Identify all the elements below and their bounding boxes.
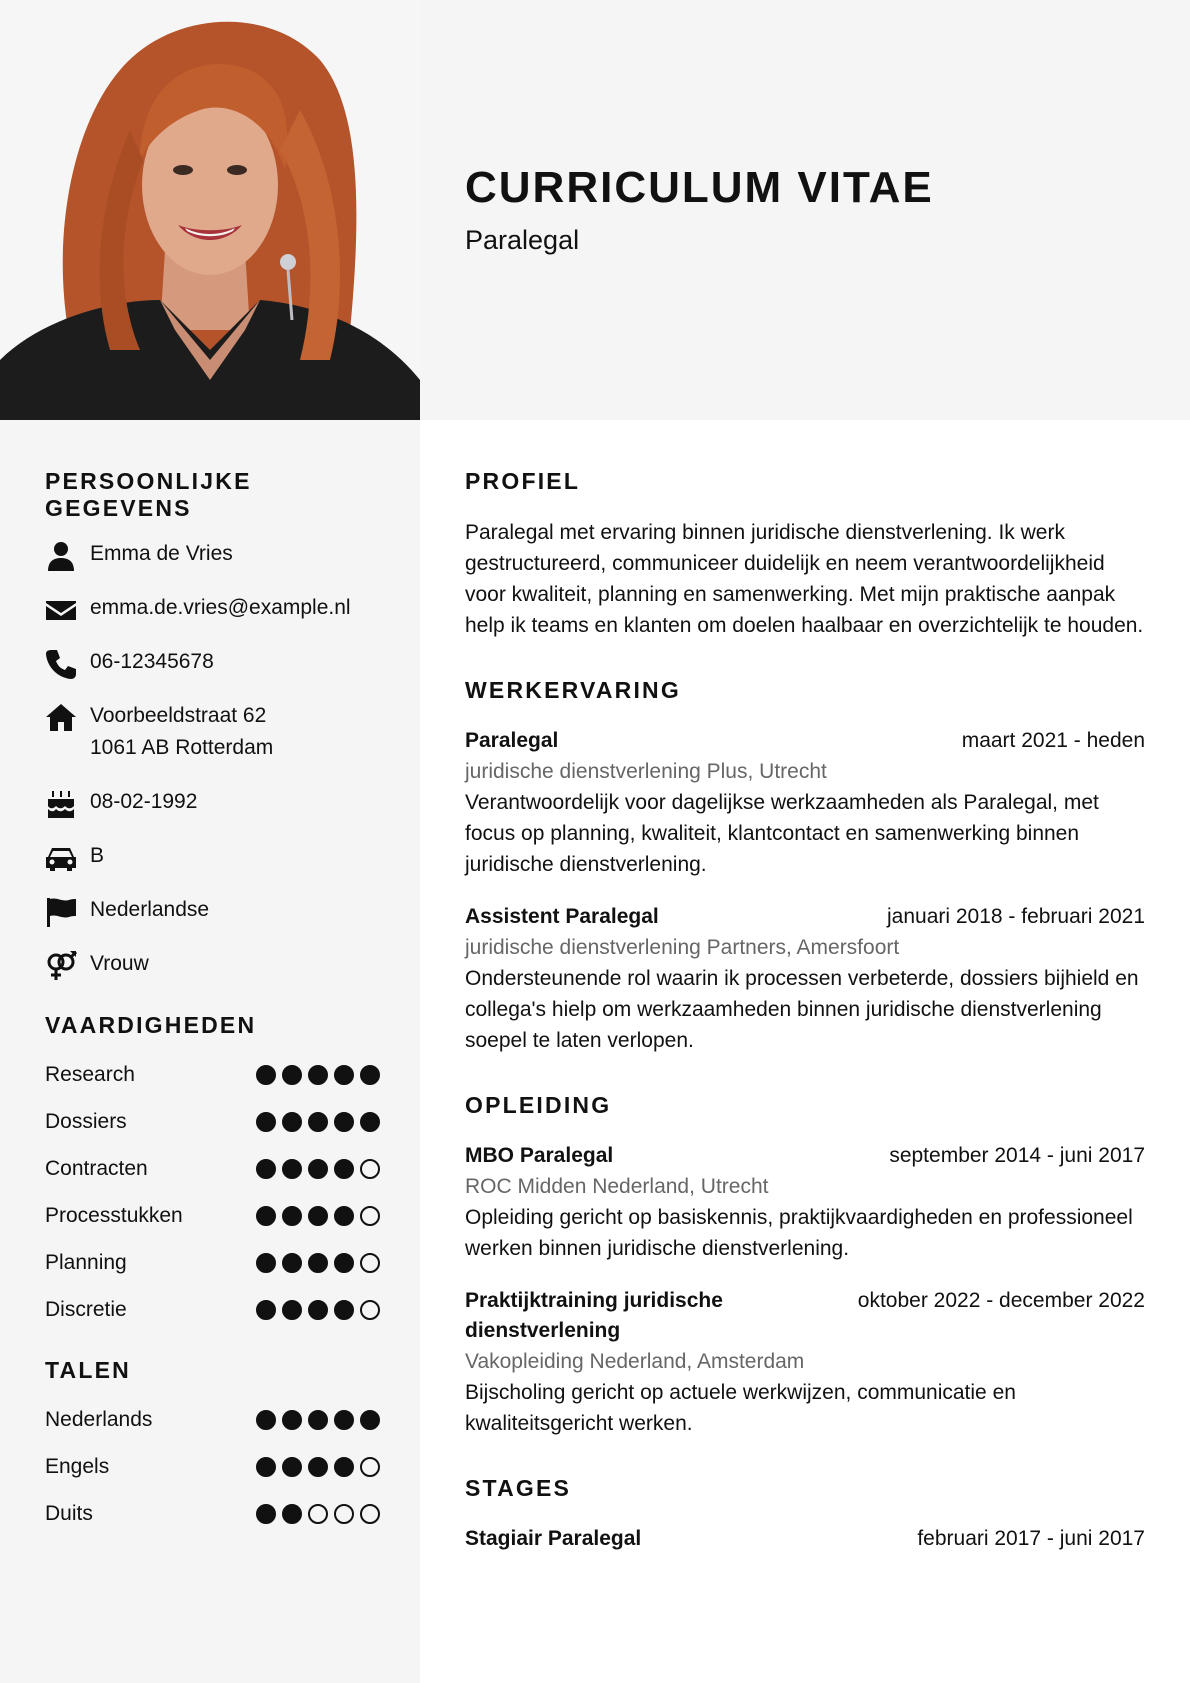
rating-dot-empty (360, 1253, 380, 1273)
rating-dot-empty (308, 1504, 328, 1524)
rating-dot-filled (308, 1253, 328, 1273)
entry (465, 726, 1145, 880)
birthday-cake-icon (45, 786, 90, 818)
address-city: 1061 AB Rotterdam (90, 736, 274, 759)
entry (465, 902, 1145, 1056)
entry-header (465, 902, 1145, 932)
personal-heading: PERSOONLIJKE GEGEVENS (45, 468, 252, 521)
experience-list (465, 726, 1145, 1056)
rating-dot-empty (360, 1206, 380, 1226)
entry-description: Bijscholing gericht op actuele werkwijzen, communicatie en kwaliteitsgericht werken. (465, 1381, 1016, 1435)
skills-section (45, 1012, 380, 1333)
entry (465, 1286, 1145, 1439)
entry-organization: juridische dienstverlening Plus, Utrecht (465, 760, 827, 783)
contact-name: Emma de Vries (90, 542, 233, 565)
entry-organization: ROC Midden Nederland, Utrecht (465, 1175, 769, 1198)
skill-name: Dossiers (45, 1109, 127, 1133)
language-name: Duits (45, 1501, 93, 1525)
flag-icon (45, 894, 90, 926)
rating-dot-filled (256, 1300, 276, 1320)
rating-dot-filled (334, 1159, 354, 1179)
rating-dots (256, 1112, 380, 1132)
skill-name: Contracten (45, 1156, 148, 1180)
rating-dot-filled (282, 1410, 302, 1430)
rating-dots (256, 1300, 380, 1320)
car-icon (45, 840, 90, 872)
entry-header (465, 1141, 1145, 1171)
entry-description: Opleiding gericht op basiskennis, praktijkvaardigheden en professioneel werken binnen juridische dienstverlening. (465, 1206, 1133, 1260)
contact-row-gender (45, 948, 380, 1002)
entry-description: Verantwoordelijk voor dagelijkse werkzaamheden als Paralegal, met focus op planning, kwaliteit, klantcontact en samenwerking binnen juridische dienstverlening. (465, 791, 1099, 876)
rating-dot-filled (282, 1159, 302, 1179)
contact-row-license (45, 840, 380, 894)
rating-dot-filled (308, 1206, 328, 1226)
languages-heading: TALEN (45, 1357, 131, 1383)
rating-dot-empty (360, 1457, 380, 1477)
rating-dot-empty (334, 1504, 354, 1524)
language-row (45, 1443, 380, 1490)
entry-date: januari 2018 - februari 2021 (886, 905, 1145, 928)
rating-dot-filled (334, 1206, 354, 1226)
contact-row-email (45, 592, 380, 646)
contact-gender: Vrouw (90, 952, 149, 975)
language-row (45, 1490, 380, 1537)
profile-text: Paralegal met ervaring binnen juridische dienstverlening. Ik werk gestructureerd, communiceer duidelijk en neem verantwoordelijkheid voor kwaliteit, planning en samenwerking. Met mijn praktische aanpak help ik teams en klanten om doelen haalbaar en overzichtelijk te houden. (465, 521, 1144, 637)
address-street: Voorbeeldstraat 62 (90, 704, 267, 727)
skill-row (45, 1098, 380, 1145)
rating-dots (256, 1253, 380, 1273)
language-name: Nederlands (45, 1407, 153, 1431)
rating-dot-filled (334, 1065, 354, 1085)
contact-nationality: Nederlandse (90, 898, 210, 921)
rating-dot-empty (360, 1300, 380, 1320)
entry-title: Praktijktraining juridische dienstverlening (465, 1289, 723, 1342)
rating-dot-filled (256, 1253, 276, 1273)
rating-dot-filled (282, 1112, 302, 1132)
entry-organization: Vakopleiding Nederland, Amsterdam (465, 1350, 805, 1373)
person-icon (45, 538, 90, 570)
profile-heading: PROFIEL (465, 468, 581, 494)
contact-birthdate: 08-02-1992 (90, 790, 198, 813)
rating-dot-filled (334, 1112, 354, 1132)
profile-photo (0, 0, 420, 420)
rating-dot-filled (282, 1253, 302, 1273)
rating-dot-filled (308, 1065, 328, 1085)
rating-dot-filled (282, 1206, 302, 1226)
skill-name: Research (45, 1062, 135, 1086)
skills-list (45, 1051, 380, 1333)
skill-row (45, 1239, 380, 1286)
rating-dot-filled (256, 1065, 276, 1085)
profile-section (465, 468, 1145, 641)
entry-title: Paralegal (465, 729, 559, 752)
rating-dot-filled (334, 1253, 354, 1273)
skills-heading: VAARDIGHEDEN (45, 1012, 257, 1038)
rating-dot-filled (256, 1206, 276, 1226)
rating-dot-filled (308, 1457, 328, 1477)
skill-name: Processtukken (45, 1203, 183, 1227)
education-section (465, 1092, 1145, 1439)
contact-row-nationality (45, 894, 380, 948)
gender-icon (45, 948, 90, 980)
rating-dot-filled (334, 1300, 354, 1320)
skill-row (45, 1286, 380, 1333)
entry-title: MBO Paralegal (465, 1144, 614, 1167)
rating-dot-filled (256, 1504, 276, 1524)
entry-organization: juridische dienstverlening Partners, Amersfoort (465, 936, 900, 959)
phone-icon (45, 646, 90, 678)
languages-list (45, 1396, 380, 1537)
rating-dot-filled (334, 1410, 354, 1430)
rating-dots (256, 1159, 380, 1179)
skill-row (45, 1192, 380, 1239)
skill-row (45, 1145, 380, 1192)
entry-description: Ondersteunende rol waarin ik processen verbeterde, dossiers bijhield en collega's hielp om werkzaamheden binnen juridische dienstverlening soepel te laten verlopen. (465, 967, 1139, 1052)
rating-dot-filled (360, 1065, 380, 1085)
contact-phone[interactable]: 06-12345678 (90, 650, 214, 673)
rating-dots (256, 1504, 380, 1524)
language-name: Engels (45, 1454, 110, 1478)
rating-dot-filled (282, 1504, 302, 1524)
entry-title: Stagiair Paralegal (465, 1527, 642, 1550)
rating-dot-filled (256, 1410, 276, 1430)
entry-date: september 2014 - juni 2017 (889, 1144, 1145, 1167)
contact-row-address (45, 700, 380, 786)
rating-dot-filled (282, 1457, 302, 1477)
contact-row-phone (45, 646, 380, 700)
experience-heading: WERKERVARING (465, 677, 681, 703)
skill-name: Planning (45, 1250, 127, 1274)
rating-dot-filled (256, 1112, 276, 1132)
education-list (465, 1141, 1145, 1439)
entry (465, 1524, 1145, 1554)
entry-header (465, 726, 1145, 756)
rating-dot-filled (256, 1159, 276, 1179)
entry (465, 1141, 1145, 1264)
language-row (45, 1396, 380, 1443)
rating-dots (256, 1410, 380, 1430)
rating-dot-filled (282, 1300, 302, 1320)
contact-row-name (45, 538, 380, 592)
internships-list (465, 1524, 1145, 1554)
entry-date: maart 2021 - heden (961, 729, 1145, 752)
rating-dots (256, 1457, 380, 1477)
contact-row-birthdate (45, 786, 380, 840)
job-title: Paralegal (465, 225, 580, 255)
entry-header (465, 1286, 1145, 1346)
contact-license: B (90, 844, 105, 867)
page-title: CURRICULUM VITAE (465, 163, 934, 212)
contact-email[interactable]: emma.de.vries@example.nl (90, 596, 351, 619)
entry-date: oktober 2022 - december 2022 (857, 1289, 1145, 1312)
rating-dot-filled (308, 1112, 328, 1132)
rating-dot-filled (308, 1410, 328, 1430)
rating-dot-filled (334, 1457, 354, 1477)
envelope-icon (45, 592, 90, 624)
sidebar (45, 468, 380, 1537)
rating-dot-filled (308, 1300, 328, 1320)
internships-heading: STAGES (465, 1475, 572, 1501)
rating-dot-empty (360, 1159, 380, 1179)
skill-row (45, 1051, 380, 1098)
rating-dot-filled (308, 1159, 328, 1179)
main-content (465, 468, 1145, 1590)
rating-dots (256, 1065, 380, 1085)
rating-dot-filled (360, 1410, 380, 1430)
skill-name: Discretie (45, 1297, 127, 1321)
entry-header (465, 1524, 1145, 1554)
entry-date: februari 2017 - juni 2017 (917, 1527, 1145, 1550)
entry-title: Assistent Paralegal (465, 905, 659, 928)
rating-dot-filled (282, 1065, 302, 1085)
experience-section (465, 677, 1145, 1056)
rating-dots (256, 1206, 380, 1226)
education-heading: OPLEIDING (465, 1092, 612, 1118)
personal-details-list (45, 538, 380, 1002)
rating-dot-empty (360, 1504, 380, 1524)
home-icon (45, 700, 90, 732)
languages-section (45, 1357, 380, 1537)
internships-section (465, 1475, 1145, 1554)
rating-dot-filled (256, 1457, 276, 1477)
rating-dot-filled (360, 1112, 380, 1132)
